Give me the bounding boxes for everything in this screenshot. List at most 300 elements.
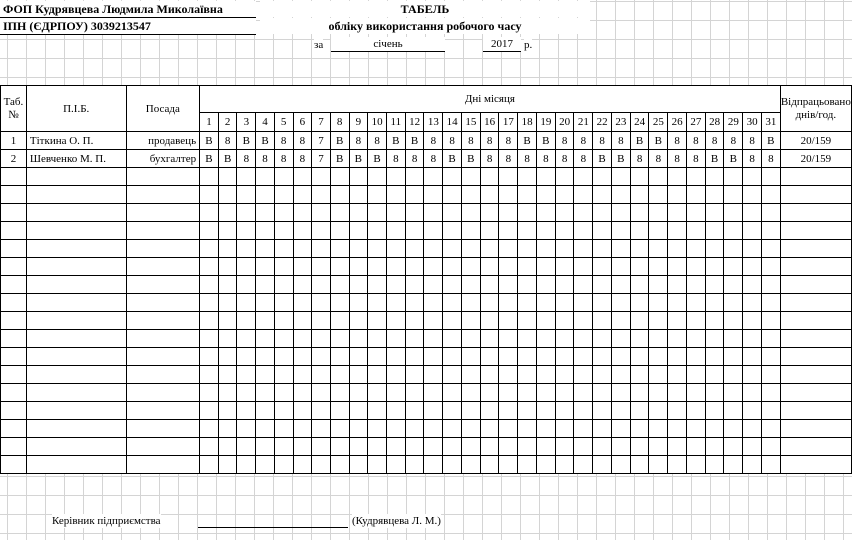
empty-cell[interactable] [218,258,237,276]
empty-cell[interactable] [126,222,200,240]
empty-cell[interactable] [237,168,256,186]
day-cell[interactable]: 8 [555,150,574,168]
empty-cell[interactable] [555,204,574,222]
empty-cell[interactable] [200,456,219,474]
empty-cell[interactable] [461,456,480,474]
empty-cell[interactable] [611,294,630,312]
empty-cell[interactable] [330,186,349,204]
empty-cell[interactable] [630,222,649,240]
empty-cell[interactable] [424,366,443,384]
empty-cell[interactable] [611,240,630,258]
empty-cell[interactable] [293,276,312,294]
empty-cell[interactable] [480,456,499,474]
empty-cell[interactable] [668,240,687,258]
empty-cell[interactable] [705,312,724,330]
empty-cell[interactable] [593,402,612,420]
empty-cell[interactable] [668,366,687,384]
empty-cell[interactable] [761,222,780,240]
empty-cell[interactable] [593,456,612,474]
empty-cell[interactable] [743,402,762,420]
empty-cell[interactable] [761,366,780,384]
empty-cell[interactable] [574,294,593,312]
empty-cell[interactable] [26,348,126,366]
empty-cell[interactable] [424,402,443,420]
empty-cell[interactable] [274,402,293,420]
empty-cell[interactable] [218,312,237,330]
day-cell[interactable]: 8 [743,150,762,168]
empty-cell[interactable] [274,168,293,186]
empty-cell[interactable] [443,204,462,222]
empty-cell[interactable] [443,294,462,312]
empty-cell[interactable] [705,258,724,276]
empty-cell[interactable] [237,222,256,240]
empty-cell[interactable] [686,168,705,186]
empty-cell[interactable] [424,384,443,402]
empty-cell[interactable] [480,384,499,402]
day-cell[interactable]: 8 [536,150,555,168]
empty-cell[interactable] [218,438,237,456]
empty-cell[interactable] [574,420,593,438]
empty-cell[interactable] [218,366,237,384]
empty-cell[interactable] [126,402,200,420]
empty-cell[interactable] [405,438,424,456]
empty-cell[interactable] [386,420,405,438]
empty-cell[interactable] [555,456,574,474]
empty-cell[interactable] [443,222,462,240]
empty-cell[interactable] [536,294,555,312]
empty-cell[interactable] [349,330,368,348]
empty-cell[interactable] [480,312,499,330]
empty-cell[interactable] [330,402,349,420]
empty-cell[interactable] [424,258,443,276]
empty-cell[interactable] [611,276,630,294]
empty-cell[interactable] [368,420,387,438]
empty-cell[interactable] [705,294,724,312]
empty-cell[interactable] [668,258,687,276]
day-cell[interactable]: 8 [499,132,518,150]
empty-cell[interactable] [330,330,349,348]
empty-cell[interactable] [368,330,387,348]
empty-cell[interactable] [405,186,424,204]
day-cell[interactable]: 8 [668,132,687,150]
day-cell[interactable]: 8 [237,150,256,168]
empty-cell[interactable] [218,240,237,258]
empty-cell[interactable] [536,168,555,186]
empty-cell[interactable] [293,312,312,330]
empty-cell[interactable] [386,330,405,348]
empty-cell[interactable] [705,186,724,204]
empty-cell[interactable] [536,384,555,402]
empty-cell[interactable] [405,312,424,330]
empty-cell[interactable] [424,456,443,474]
empty-cell[interactable] [649,384,668,402]
day-cell[interactable]: 8 [705,132,724,150]
empty-cell[interactable] [480,366,499,384]
day-cell[interactable]: 8 [518,150,537,168]
empty-cell[interactable] [555,366,574,384]
empty-cell[interactable] [293,402,312,420]
empty-cell[interactable] [200,276,219,294]
empty-cell[interactable] [593,438,612,456]
empty-cell[interactable] [630,384,649,402]
empty-cell[interactable] [200,438,219,456]
empty-cell[interactable] [237,204,256,222]
empty-cell[interactable] [256,258,275,276]
empty-cell[interactable] [593,258,612,276]
day-cell[interactable]: 8 [649,150,668,168]
empty-cell[interactable] [443,258,462,276]
empty-cell[interactable] [593,384,612,402]
empty-cell[interactable] [761,204,780,222]
empty-cell[interactable] [200,312,219,330]
empty-cell[interactable] [761,294,780,312]
empty-cell[interactable] [499,402,518,420]
empty-cell[interactable] [743,420,762,438]
empty-cell[interactable] [200,402,219,420]
empty-cell[interactable] [499,330,518,348]
empty-cell[interactable] [312,348,331,366]
empty-cell[interactable] [274,276,293,294]
empty-cell[interactable] [668,384,687,402]
empty-cell[interactable] [724,330,743,348]
empty-cell[interactable] [724,294,743,312]
empty-cell[interactable] [200,240,219,258]
empty-cell[interactable] [555,420,574,438]
empty-cell[interactable] [761,456,780,474]
empty-cell[interactable] [256,402,275,420]
empty-cell[interactable] [424,312,443,330]
empty-cell[interactable] [349,222,368,240]
empty-cell[interactable] [312,456,331,474]
empty-cell[interactable] [555,240,574,258]
day-cell[interactable]: В [443,150,462,168]
empty-cell[interactable] [518,312,537,330]
day-cell[interactable]: В [611,150,630,168]
empty-cell[interactable] [499,294,518,312]
empty-cell[interactable] [424,420,443,438]
empty-cell[interactable] [349,402,368,420]
day-cell[interactable]: 8 [405,150,424,168]
empty-cell[interactable] [611,438,630,456]
empty-cell[interactable] [686,186,705,204]
empty-cell[interactable] [256,204,275,222]
empty-cell[interactable] [368,348,387,366]
empty-cell[interactable] [293,348,312,366]
empty-cell[interactable] [424,186,443,204]
empty-cell[interactable] [256,384,275,402]
empty-cell[interactable] [499,186,518,204]
empty-cell[interactable] [424,240,443,258]
empty-cell[interactable] [218,348,237,366]
empty-cell[interactable] [480,186,499,204]
empty-cell[interactable] [743,276,762,294]
empty-cell[interactable] [480,438,499,456]
day-cell[interactable]: В [705,150,724,168]
empty-cell[interactable] [237,402,256,420]
empty-cell[interactable] [724,366,743,384]
empty-cell[interactable] [312,168,331,186]
empty-cell[interactable] [386,222,405,240]
empty-cell[interactable] [461,420,480,438]
empty-cell[interactable] [668,402,687,420]
empty-cell[interactable] [743,348,762,366]
empty-cell[interactable] [237,348,256,366]
empty-cell[interactable] [312,222,331,240]
empty-cell[interactable] [593,294,612,312]
empty-cell[interactable] [761,276,780,294]
empty-cell[interactable] [686,366,705,384]
empty-cell[interactable] [743,366,762,384]
empty-cell[interactable] [443,168,462,186]
empty-cell[interactable] [499,258,518,276]
empty-cell[interactable] [293,330,312,348]
empty-cell[interactable] [386,456,405,474]
day-cell[interactable]: 8 [555,132,574,150]
empty-cell[interactable] [1,168,27,186]
empty-cell[interactable] [312,330,331,348]
empty-cell[interactable] [574,168,593,186]
empty-cell[interactable] [330,258,349,276]
day-cell[interactable]: В [593,150,612,168]
empty-cell[interactable] [611,222,630,240]
empty-cell[interactable] [368,402,387,420]
empty-cell[interactable] [330,384,349,402]
empty-cell[interactable] [649,276,668,294]
empty-cell[interactable] [724,384,743,402]
empty-cell[interactable] [256,348,275,366]
day-cell[interactable]: 8 [630,150,649,168]
day-cell[interactable]: В [218,150,237,168]
empty-cell[interactable] [574,330,593,348]
empty-cell[interactable] [724,456,743,474]
empty-cell[interactable] [630,276,649,294]
empty-cell[interactable] [705,348,724,366]
empty-cell[interactable] [499,204,518,222]
empty-cell[interactable] [218,384,237,402]
empty-cell[interactable] [536,240,555,258]
empty-cell[interactable] [200,330,219,348]
empty-cell[interactable] [611,186,630,204]
empty-cell[interactable] [630,456,649,474]
day-cell[interactable]: В [330,132,349,150]
empty-cell[interactable] [405,348,424,366]
empty-cell[interactable] [461,204,480,222]
empty-cell[interactable] [126,204,200,222]
empty-cell[interactable] [386,168,405,186]
empty-cell[interactable] [256,312,275,330]
empty-cell[interactable] [630,168,649,186]
empty-cell[interactable] [237,186,256,204]
empty-cell[interactable] [518,258,537,276]
empty-cell[interactable] [126,240,200,258]
empty-cell[interactable] [424,204,443,222]
day-cell[interactable]: 8 [461,132,480,150]
empty-cell[interactable] [780,168,851,186]
empty-cell[interactable] [26,384,126,402]
empty-cell[interactable] [237,330,256,348]
empty-cell[interactable] [686,330,705,348]
day-cell[interactable]: В [200,132,219,150]
empty-cell[interactable] [1,420,27,438]
empty-cell[interactable] [649,258,668,276]
empty-cell[interactable] [368,276,387,294]
empty-cell[interactable] [593,420,612,438]
empty-cell[interactable] [461,186,480,204]
empty-cell[interactable] [705,456,724,474]
empty-cell[interactable] [349,258,368,276]
empty-cell[interactable] [256,186,275,204]
empty-cell[interactable] [668,168,687,186]
day-cell[interactable]: 8 [574,132,593,150]
day-cell[interactable]: 8 [593,132,612,150]
empty-cell[interactable] [611,204,630,222]
empty-cell[interactable] [536,204,555,222]
empty-cell[interactable] [200,384,219,402]
empty-cell[interactable] [126,348,200,366]
day-cell[interactable]: 8 [256,150,275,168]
empty-cell[interactable] [499,222,518,240]
empty-cell[interactable] [555,294,574,312]
empty-cell[interactable] [574,402,593,420]
empty-cell[interactable] [237,312,256,330]
empty-cell[interactable] [724,312,743,330]
empty-cell[interactable] [274,420,293,438]
empty-cell[interactable] [368,186,387,204]
day-cell[interactable]: В [761,132,780,150]
empty-cell[interactable] [274,186,293,204]
empty-cell[interactable] [349,420,368,438]
empty-cell[interactable] [761,168,780,186]
empty-cell[interactable] [424,222,443,240]
empty-cell[interactable] [368,438,387,456]
empty-cell[interactable] [536,222,555,240]
empty-cell[interactable] [630,294,649,312]
empty-cell[interactable] [256,294,275,312]
day-cell[interactable]: 7 [312,150,331,168]
empty-cell[interactable] [274,294,293,312]
empty-cell[interactable] [686,312,705,330]
empty-cell[interactable] [536,438,555,456]
empty-cell[interactable] [649,312,668,330]
empty-cell[interactable] [518,366,537,384]
empty-cell[interactable] [26,222,126,240]
empty-cell[interactable] [1,258,27,276]
empty-cell[interactable] [668,420,687,438]
empty-cell[interactable] [461,312,480,330]
empty-cell[interactable] [705,330,724,348]
empty-cell[interactable] [686,438,705,456]
empty-cell[interactable] [293,294,312,312]
empty-cell[interactable] [705,222,724,240]
empty-cell[interactable] [555,258,574,276]
empty-cell[interactable] [461,276,480,294]
empty-cell[interactable] [443,420,462,438]
empty-cell[interactable] [780,204,851,222]
empty-cell[interactable] [574,438,593,456]
empty-cell[interactable] [518,168,537,186]
empty-cell[interactable] [349,348,368,366]
empty-cell[interactable] [368,456,387,474]
empty-cell[interactable] [480,168,499,186]
empty-cell[interactable] [649,366,668,384]
empty-cell[interactable] [668,294,687,312]
day-cell[interactable]: 8 [611,132,630,150]
empty-cell[interactable] [668,186,687,204]
empty-cell[interactable] [686,240,705,258]
empty-cell[interactable] [26,258,126,276]
empty-cell[interactable] [237,420,256,438]
empty-cell[interactable] [668,456,687,474]
empty-cell[interactable] [461,438,480,456]
empty-cell[interactable] [1,456,27,474]
empty-cell[interactable] [200,294,219,312]
empty-cell[interactable] [705,168,724,186]
empty-cell[interactable] [274,330,293,348]
empty-cell[interactable] [630,366,649,384]
empty-cell[interactable] [1,222,27,240]
empty-cell[interactable] [312,420,331,438]
empty-cell[interactable] [312,402,331,420]
empty-cell[interactable] [536,312,555,330]
empty-cell[interactable] [499,348,518,366]
empty-cell[interactable] [630,438,649,456]
empty-cell[interactable] [724,402,743,420]
empty-cell[interactable] [649,402,668,420]
day-cell[interactable]: В [368,150,387,168]
empty-cell[interactable] [256,420,275,438]
day-cell[interactable]: 8 [480,150,499,168]
empty-cell[interactable] [518,186,537,204]
empty-cell[interactable] [518,204,537,222]
day-cell[interactable]: 8 [761,150,780,168]
empty-cell[interactable] [256,222,275,240]
empty-cell[interactable] [611,330,630,348]
empty-cell[interactable] [237,438,256,456]
empty-cell[interactable] [518,384,537,402]
empty-cell[interactable] [443,438,462,456]
empty-cell[interactable] [480,204,499,222]
empty-cell[interactable] [649,222,668,240]
empty-cell[interactable] [630,186,649,204]
empty-cell[interactable] [743,456,762,474]
empty-cell[interactable] [26,438,126,456]
empty-cell[interactable] [705,402,724,420]
empty-cell[interactable] [518,240,537,258]
empty-cell[interactable] [630,204,649,222]
empty-cell[interactable] [780,240,851,258]
empty-cell[interactable] [386,438,405,456]
empty-cell[interactable] [293,222,312,240]
empty-cell[interactable] [480,330,499,348]
empty-cell[interactable] [405,456,424,474]
empty-cell[interactable] [780,366,851,384]
empty-cell[interactable] [705,366,724,384]
empty-cell[interactable] [312,186,331,204]
empty-cell[interactable] [686,276,705,294]
day-cell[interactable]: 8 [686,150,705,168]
empty-cell[interactable] [555,276,574,294]
empty-cell[interactable] [274,366,293,384]
empty-cell[interactable] [649,330,668,348]
empty-cell[interactable] [126,384,200,402]
empty-cell[interactable] [555,348,574,366]
empty-cell[interactable] [1,402,27,420]
empty-cell[interactable] [330,312,349,330]
empty-cell[interactable] [611,312,630,330]
empty-cell[interactable] [26,312,126,330]
empty-cell[interactable] [26,294,126,312]
empty-cell[interactable] [555,330,574,348]
